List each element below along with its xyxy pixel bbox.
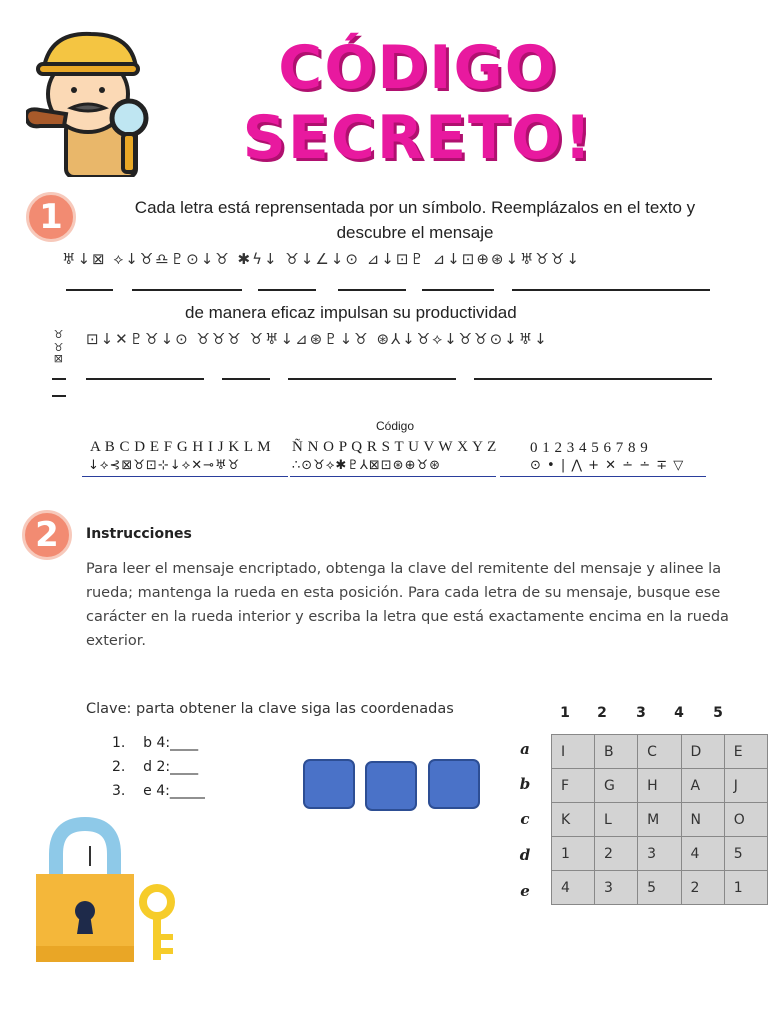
- cipher-row-2: ⊡↓✕♇♉↓⊙ ♉♉♉ ♉♅↓⊿⊛♇↓♉ ⊛⅄↓♉⟡↓♉♉⊙↓♅↓: [86, 330, 549, 348]
- clue-number: 1.: [112, 735, 126, 751]
- title-line-1: CÓDIGO: [278, 33, 558, 103]
- grid-cell: F: [552, 769, 595, 803]
- grid-cell: A: [681, 769, 724, 803]
- answer-blank[interactable]: [474, 378, 712, 380]
- answer-blank[interactable]: [52, 378, 66, 380]
- grid-col-header: 4: [674, 705, 684, 721]
- grid-cell: 4: [681, 837, 724, 871]
- grid-row-header: d: [519, 846, 531, 864]
- codigo-symbols-a-m: ↓⟡⊰⊠♉⊡⊹↓⟡✕⊸♅♉: [88, 458, 241, 473]
- answer-blank[interactable]: [258, 289, 316, 291]
- clue-number: 2.: [112, 759, 126, 775]
- answer-blank[interactable]: [222, 378, 270, 380]
- coordinate-grid: [551, 734, 768, 905]
- answer-blank[interactable]: [288, 378, 456, 380]
- step-1-badge: 1: [26, 192, 76, 242]
- clue-text[interactable]: e 4:_____: [143, 783, 205, 799]
- grid-col-header: 2: [597, 705, 607, 721]
- clue-number: 3.: [112, 783, 126, 799]
- instructions-text: Para leer el mensaje encriptado, obtenga la clave del remitente del mensaje y alinee la rueda; mantenga la rueda en esta posición. Para cada letra de su mensaje, busque ese carácter en la rueda interior y escriba la letra que está exactamente encima en la rueda exterior.: [86, 561, 729, 649]
- step-1-intro: Cada letra está reprensentada por un símbolo. Reemplázalos en el texto y descubre el mensaje: [134, 198, 696, 242]
- padlock-icon: [34, 816, 136, 964]
- answer-blank[interactable]: [422, 289, 494, 291]
- grid-cell: B: [594, 735, 637, 769]
- key-answer-box-2[interactable]: [365, 761, 417, 811]
- grid-cell: 5: [724, 837, 767, 871]
- answer-blank[interactable]: [66, 289, 113, 291]
- grid-cell: 2: [681, 871, 724, 905]
- codigo-letters-a-m: A B C D E F G H I J K L M: [90, 439, 272, 455]
- cipher-row-2-lead: ♉♉⊠: [52, 328, 65, 364]
- grid-cell: 5: [638, 871, 681, 905]
- key-answer-box-3[interactable]: [428, 759, 480, 809]
- clue-item-1: [112, 735, 198, 751]
- grid-cell: M: [638, 803, 681, 837]
- clue-item-3: [112, 783, 205, 799]
- codigo-underline: [290, 476, 496, 477]
- codigo-symbols-digits: ⊙ • | ⋀ + ✕ ∸ ∸ ∓ ▽: [530, 458, 685, 473]
- grid-row: [552, 803, 768, 837]
- clue-text[interactable]: d 2:____: [143, 759, 199, 775]
- answer-blank[interactable]: [86, 378, 204, 380]
- grid-cell: 3: [638, 837, 681, 871]
- grid-row-header: c: [520, 810, 530, 828]
- grid-cell: N: [681, 803, 724, 837]
- answer-blank[interactable]: [132, 289, 242, 291]
- grid-cell: E: [724, 735, 767, 769]
- answer-blank[interactable]: [52, 395, 66, 397]
- cipher-row-1: ♅↓⊠ ⟡↓♉♎♇⊙↓♉ ✱ϟ↓ ♉↓∠↓⊙ ⊿↓⊡♇ ⊿↓⊡⊕⊛↓♅♉♉↓: [62, 250, 581, 268]
- answer-blank[interactable]: [512, 289, 710, 291]
- grid-row: [552, 769, 768, 803]
- grid-row: [552, 837, 768, 871]
- grid-cell: J: [724, 769, 767, 803]
- grid-cell: D: [681, 735, 724, 769]
- grid-cell: K: [552, 803, 595, 837]
- grid-cell: C: [638, 735, 681, 769]
- grid-cell: 1: [552, 837, 595, 871]
- grid-col-header: 1: [560, 705, 570, 721]
- instructions-heading: Instrucciones: [86, 526, 192, 542]
- answer-blank[interactable]: [338, 289, 406, 291]
- grid-col-header: 5: [713, 705, 723, 721]
- grid-row: [552, 871, 768, 905]
- grid-cell: 2: [594, 837, 637, 871]
- codigo-underline: [82, 476, 288, 477]
- grid-cell: 1: [724, 871, 767, 905]
- grid-row-header: e: [520, 882, 530, 900]
- title-line-2: SECRETO!: [242, 103, 594, 173]
- codigo-letters-n-z: Ñ N O P Q R S T U V W X Y Z: [292, 439, 497, 455]
- grid-row-header: a: [520, 740, 530, 758]
- detective-illustration: [26, 22, 156, 177]
- step-2-badge: 2: [22, 510, 72, 560]
- codigo-underline: [500, 476, 706, 477]
- clue-text[interactable]: b 4:____: [143, 735, 199, 751]
- codigo-title: Código: [375, 419, 415, 433]
- grid-row-header: b: [519, 775, 531, 793]
- grid-cell: G: [594, 769, 637, 803]
- codigo-symbols-n-z: ∴⊙♉⟡✱♇⅄⊠⊡⊛⊕♉⊛: [292, 458, 442, 473]
- grid-cell: 4: [552, 871, 595, 905]
- key-icon: [138, 884, 178, 962]
- grid-cell: O: [724, 803, 767, 837]
- key-answer-box-1[interactable]: [303, 759, 355, 809]
- grid-cell: I: [552, 735, 595, 769]
- cipher-middle-text: de manera eficaz impulsan su productividad: [185, 303, 517, 322]
- grid-row: [552, 735, 768, 769]
- codigo-digits: 0 1 2 3 4 5 6 7 8 9: [530, 440, 649, 456]
- grid-cell: 3: [594, 871, 637, 905]
- grid-col-header: 3: [636, 705, 646, 721]
- clue-item-2: [112, 759, 198, 775]
- clave-label: Clave: parta obtener la clave siga las coordenadas: [86, 701, 454, 717]
- grid-cell: H: [638, 769, 681, 803]
- grid-cell: L: [594, 803, 637, 837]
